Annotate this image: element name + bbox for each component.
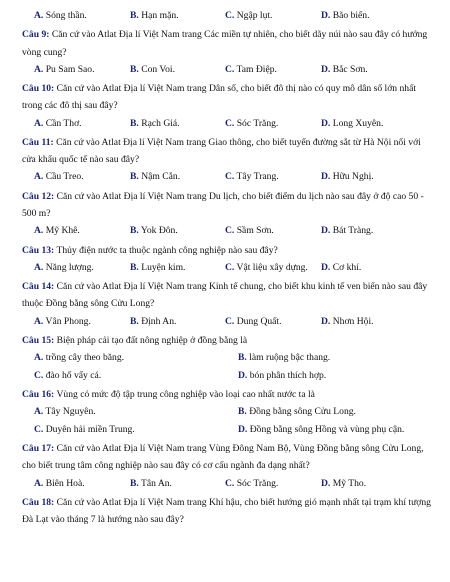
answer-options	[22, 349, 436, 384]
option-letter: D.	[238, 369, 248, 381]
option-letter: B.	[130, 171, 139, 183]
answer-option-a	[34, 259, 130, 276]
option-text: Pu Sam Sao.	[43, 63, 95, 75]
option-letter: D.	[321, 477, 331, 489]
option-text: Bắc Sơn.	[330, 63, 368, 75]
question-block	[22, 494, 436, 528]
answer-option-d	[321, 259, 361, 276]
answer-option-c	[225, 259, 321, 276]
option-letter: B.	[130, 63, 139, 75]
option-text: Nậm Cắn.	[138, 171, 181, 183]
question-number: Câu 12:	[22, 190, 55, 202]
answer-option-b	[130, 222, 225, 239]
option-text: bón phân thích hợp.	[247, 369, 327, 381]
question-block	[22, 26, 436, 78]
option-letter: B.	[130, 225, 139, 237]
option-letter: C.	[225, 477, 235, 489]
answer-option-d	[238, 421, 438, 438]
answer-option-d	[321, 168, 374, 185]
answer-option-a	[34, 313, 130, 330]
answer-option-c	[225, 61, 321, 78]
option-letter: A.	[34, 406, 44, 418]
option-text: Tây Trang.	[234, 171, 279, 183]
option-letter: B.	[130, 477, 139, 489]
question-block	[22, 278, 436, 330]
question-body: Căn cứ vào Atlat Địa lí Việt Nam trang Khí hậu, cho biết hướng gió mạnh nhất tại trạm khí tượng Đà Lạt vào tháng 7 là hướng nào sau đây?	[22, 496, 431, 526]
question-number: Câu 18:	[22, 496, 55, 508]
question-text	[22, 386, 436, 403]
answer-option-b	[238, 403, 438, 420]
option-letter: A.	[34, 63, 44, 75]
answer-options	[22, 259, 436, 276]
exam-page	[22, 7, 436, 528]
answer-options	[22, 61, 436, 78]
option-letter: A.	[34, 352, 44, 364]
answer-options	[22, 313, 436, 330]
question-block	[22, 134, 436, 186]
option-a: A. Sóng thần.	[34, 10, 87, 21]
answer-option-b	[130, 115, 225, 132]
question-text	[22, 440, 436, 474]
question-list	[22, 26, 436, 528]
option-letter: C.	[225, 261, 235, 273]
question-text	[22, 278, 436, 312]
option-text: Sóc Trăng.	[234, 477, 279, 489]
option-text: Long Xuyên.	[330, 117, 384, 129]
question-number: Câu 17:	[22, 443, 55, 455]
option-letter: C.	[34, 423, 44, 435]
option-letter: B.	[130, 117, 139, 129]
option-letter: C.	[225, 315, 235, 327]
answer-options	[22, 222, 436, 239]
option-text: Tây Nguyên.	[43, 406, 96, 418]
option-letter: A.	[34, 477, 44, 489]
answer-option-b	[130, 313, 225, 330]
answer-option-b	[130, 61, 225, 78]
option-text: Bát Tràng.	[330, 225, 374, 237]
question-block	[22, 80, 436, 132]
option-letter: D.	[321, 315, 331, 327]
answer-option-a	[34, 115, 130, 132]
option-text: Luyện kim.	[138, 261, 186, 273]
option-text: Dung Quất.	[234, 315, 282, 327]
option-letter: C.	[225, 171, 235, 183]
question-block	[22, 386, 436, 438]
option-text: Mỹ Tho.	[330, 477, 367, 489]
answer-option-b	[238, 349, 438, 366]
option-letter: D.	[238, 423, 248, 435]
question-number: Câu 9:	[22, 29, 50, 41]
option-letter: B.	[130, 315, 139, 327]
question-body: Căn cứ vào Atlat Địa lí Việt Nam trang Du lịch, cho biết điểm du lịch nào sau đây ở độ cao 50 - 500 m?	[22, 190, 424, 220]
option-text: Cần Thơ.	[43, 117, 82, 129]
answer-option-a	[34, 222, 130, 239]
question-text	[22, 242, 436, 259]
question-number: Câu 14:	[22, 281, 55, 293]
option-text: Sóc Trăng.	[234, 117, 279, 129]
question-text	[22, 26, 436, 60]
option-text: Nhơn Hội.	[330, 315, 374, 327]
answer-option-d	[321, 115, 383, 132]
question-text	[22, 134, 436, 168]
question-number: Câu 10:	[22, 83, 55, 95]
answer-options	[22, 115, 436, 132]
option-text: Con Voi.	[138, 63, 175, 75]
option-text: Hữu Nghị.	[330, 171, 374, 183]
option-text: trồng cây theo băng.	[43, 352, 125, 364]
option-letter: B.	[130, 261, 139, 273]
answer-option-b	[130, 259, 225, 276]
question-body: Vùng có mức độ tập trung công nghiệp vào loại cao nhất nước ta là	[54, 389, 315, 401]
option-text: Cầu Treo.	[43, 171, 84, 183]
answer-option-a	[34, 403, 238, 420]
question-text	[22, 80, 436, 114]
option-text: Tân An.	[138, 477, 172, 489]
question-number: Câu 13:	[22, 244, 55, 256]
answer-options	[22, 168, 436, 185]
question-body: Căn cứ vào Atlat Địa lí Việt Nam trang Giao thông, cho biết tuyến đường sắt từ Hà Nội nối với cửa khẩu quốc tế nào sau đây?	[22, 137, 421, 166]
question-block	[22, 242, 436, 277]
question-body: Căn cứ vào Atlat Địa lí Việt Nam trang Dân số, cho biết đô thị nào có quy mô dân số lớn nhất trong các đô thị sau đây?	[22, 83, 417, 112]
option-text: Cơ khí.	[330, 261, 362, 273]
answer-option-d	[321, 61, 368, 78]
question-block	[22, 332, 436, 384]
question-body: Căn cứ vào Atlat Địa lí Việt Nam trang Kinh tế chung, cho biết khu kinh tế ven biển nào sau đây thuộc Đồng bằng sông Cửu Long?	[22, 281, 428, 310]
answer-options	[22, 403, 436, 438]
option-text: Vân Phong.	[43, 315, 91, 327]
question-body: Thủy điện nước ta thuộc ngành công nghiệp nào sau đây?	[54, 244, 278, 256]
option-text: Đồng bằng sông Hồng và vùng phụ cận.	[247, 423, 405, 435]
answer-option-c	[225, 115, 321, 132]
question-text	[22, 332, 436, 349]
option-text: Đồng bằng sông Cửu Long.	[246, 406, 356, 418]
answer-option-d	[321, 222, 373, 239]
option-b: B. Hạn mặn.	[130, 10, 179, 21]
option-letter: C.	[225, 117, 235, 129]
answer-option-c	[34, 421, 238, 438]
option-letter: A.	[34, 171, 44, 183]
option-letter: C.	[225, 225, 235, 237]
option-text: Duyên hải miền Trung.	[43, 423, 135, 435]
question-block	[22, 440, 436, 492]
question-block	[22, 188, 436, 240]
question-number: Câu 11:	[22, 137, 54, 149]
option-letter: A.	[34, 117, 44, 129]
option-letter: D.	[321, 225, 331, 237]
answer-options	[22, 475, 436, 492]
option-text: Yok Đôn.	[138, 225, 178, 237]
option-text: Năng lượng.	[43, 261, 94, 273]
answer-option-d	[321, 313, 374, 330]
question-body: Căn cứ vào Atlat Địa lí Việt Nam trang Các miền tự nhiên, cho biết dãy núi nào sau đây có hướng vòng cung?	[22, 29, 428, 58]
question-number: Câu 16:	[22, 389, 55, 401]
question-number: Câu 15:	[22, 335, 55, 347]
option-letter: D.	[321, 63, 331, 75]
option-letter: B.	[238, 352, 247, 364]
answer-option-d	[321, 475, 366, 492]
question-text	[22, 494, 436, 528]
answer-option-a	[34, 61, 130, 78]
answer-option-c	[225, 222, 321, 239]
answer-option-d	[238, 367, 438, 384]
answer-option-b	[130, 475, 225, 492]
answer-option-c	[225, 475, 321, 492]
answer-option-a	[34, 349, 238, 366]
option-letter: D.	[321, 261, 331, 273]
answer-option-c	[225, 313, 321, 330]
answer-option-a	[34, 168, 130, 185]
option-text: Sầm Sơn.	[234, 225, 274, 237]
answer-option-c	[34, 367, 238, 384]
option-letter: D.	[321, 117, 331, 129]
option-letter: B.	[238, 406, 247, 418]
question-body: Biện pháp cải tạo đất nông nghiệp ở đồng bằng là	[54, 335, 248, 347]
option-text: đào hố vẩy cá.	[43, 369, 102, 381]
option-c: C. Ngập lụt.	[225, 10, 273, 21]
answer-option-a	[34, 475, 130, 492]
question-body: Căn cứ vào Atlat Địa lí Việt Nam trang Vùng Đông Nam Bộ, Vùng Đồng bằng sông Cửu Long, cho biết trung tâm công nghiệp nào sau đây có cơ cấu ngành đa dạng nhất?	[22, 443, 424, 472]
option-letter: A.	[34, 225, 44, 237]
option-text: Vật liệu xây dựng.	[234, 261, 308, 273]
option-letter: A.	[34, 315, 44, 327]
option-letter: D.	[321, 171, 331, 183]
option-text: làm ruộng bậc thang.	[246, 352, 331, 364]
answer-option-c	[225, 168, 321, 185]
option-letter: A.	[34, 261, 44, 273]
option-text: Mỹ Khê.	[43, 225, 80, 237]
option-text: Định An.	[138, 315, 177, 327]
answer-option-b	[130, 168, 225, 185]
top-options-row	[22, 7, 436, 24]
option-letter: C.	[225, 63, 235, 75]
option-letter: C.	[34, 369, 44, 381]
question-text	[22, 188, 436, 222]
option-text: Biên Hoà.	[43, 477, 85, 489]
option-d: D. Bão biển.	[321, 10, 370, 21]
option-text: Tam Điệp.	[234, 63, 277, 75]
option-text: Rạch Giá.	[138, 117, 180, 129]
